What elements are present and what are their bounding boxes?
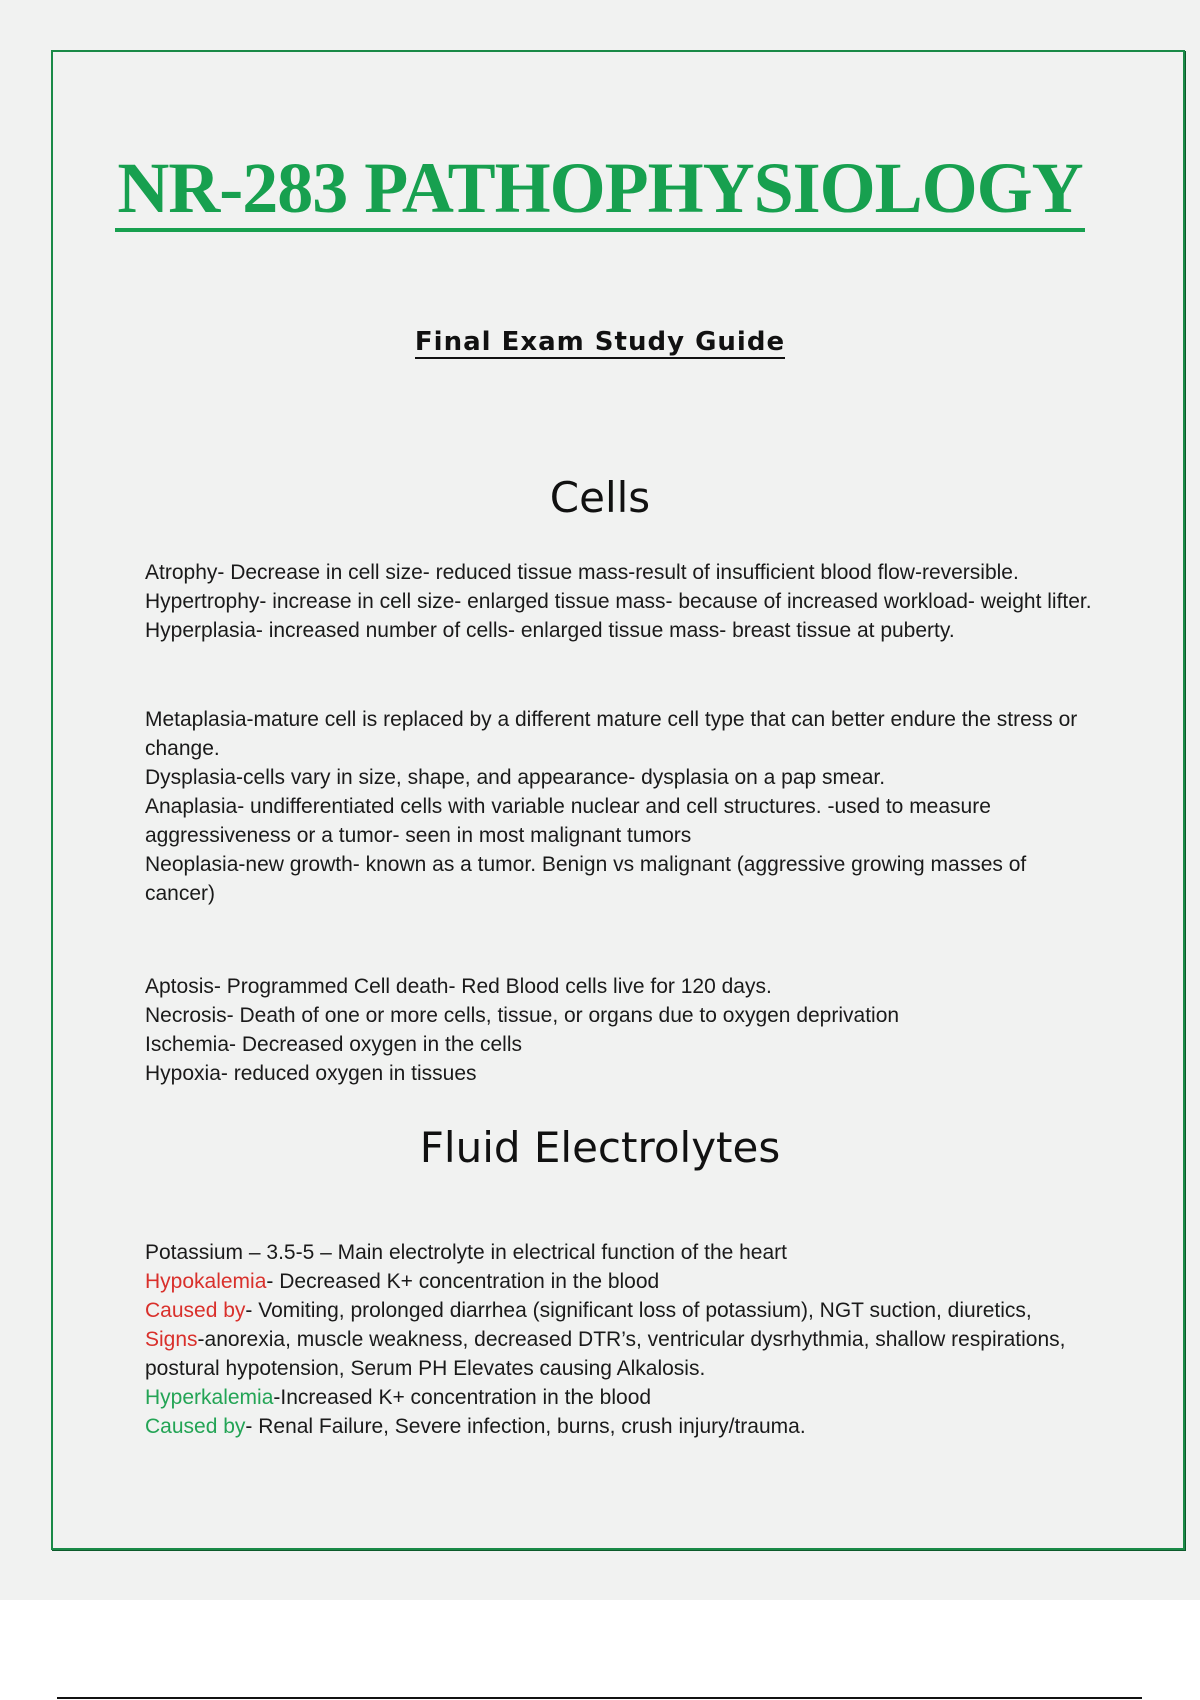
fluid-electrolytes-content — [145, 1238, 1095, 1441]
definition-hyperplasia: Hyperplasia- increased number of cells- enlarged tissue mass- breast tissue at puberty. — [145, 619, 955, 642]
hypokalemia-signs-line — [145, 1325, 1095, 1383]
definition-hypertrophy: Hypertrophy- increase in cell size- enlarged tissue mass- because of increased workload- weight lifter. — [145, 590, 1092, 613]
hyperkalemia-causes-text: - Renal Failure, Severe infection, burns, crush injury/trauma. — [245, 1415, 806, 1438]
footer-divider — [57, 1697, 1142, 1699]
hypokalemia-line — [145, 1267, 1095, 1296]
definition-metaplasia: Metaplasia-mature cell is replaced by a different mature cell type that can better endure the stress or change. — [145, 708, 1078, 760]
hypokalemia-signs-text: -anorexia, muscle weakness, decreased DTR’s, ventricular dysrhythmia, shallow respirations, postural hypotension, Serum PH Elevates causing Alkalosis. — [145, 1328, 1066, 1380]
cells-definitions-group-2 — [145, 705, 1095, 908]
document-title — [0, 148, 1200, 228]
definition-neoplasia: Neoplasia-new growth- known as a tumor. Benign vs malignant (aggressive growing masses of cancer) — [145, 853, 1027, 905]
cells-definitions-group-3 — [145, 972, 1095, 1088]
potassium-line: Potassium – 3.5-5 – Main electrolyte in electrical function of the heart — [145, 1241, 787, 1264]
hyperkalemia-label: Hyperkalemia — [145, 1386, 274, 1409]
definition-necrosis: Necrosis- Death of one or more cells, tissue, or organs due to oxygen deprivation — [145, 1004, 900, 1027]
section-heading-cells: Cells — [549, 473, 651, 522]
hypokalemia-causes-label: Caused by — [145, 1299, 246, 1322]
cells-definitions-group-1 — [145, 558, 1095, 645]
document-subtitle — [0, 327, 1200, 357]
hyperkalemia-causes-line — [145, 1412, 1095, 1441]
definition-ischemia: Ischemia- Decreased oxygen in the cells — [145, 1033, 523, 1056]
section-heading-fluid-electrolytes: Fluid Electrolytes — [419, 1123, 781, 1172]
definition-dysplasia: Dysplasia-cells vary in size, shape, and appearance- dysplasia on a pap smear. — [145, 766, 886, 789]
document-title-text: NR-283 PATHOPHYSIOLOGY — [115, 148, 1084, 232]
hypokalemia-causes-text: - Vomiting, prolonged diarrhea (significant loss of potassium), NGT suction, diuretics, — [245, 1299, 1032, 1322]
definition-aptosis: Aptosis- Programmed Cell death- Red Blood cells live for 120 days. — [145, 975, 772, 998]
hypokalemia-label: Hypokalemia — [145, 1270, 267, 1293]
definition-anaplasia: Anaplasia- undifferentiated cells with variable nuclear and cell structures. -used to measure aggressiveness or a tumor- seen in most malignant tumors — [145, 795, 991, 847]
definition-atrophy: Atrophy- Decrease in cell size- reduced tissue mass-result of insufficient blood flow-reversible. — [145, 561, 1019, 584]
hyperkalemia-text: -Increased K+ concentration in the blood — [273, 1386, 652, 1409]
hyperkalemia-causes-label: Caused by — [145, 1415, 246, 1438]
hyperkalemia-line — [145, 1383, 1095, 1412]
hypokalemia-causes-line — [145, 1296, 1095, 1325]
definition-hypoxia: Hypoxia- reduced oxygen in tissues — [145, 1062, 477, 1085]
hypokalemia-text: - Decreased K+ concentration in the blood — [266, 1270, 660, 1293]
document-subtitle-text: Final Exam Study Guide — [414, 327, 786, 357]
hypokalemia-signs-label: Signs — [145, 1328, 198, 1351]
